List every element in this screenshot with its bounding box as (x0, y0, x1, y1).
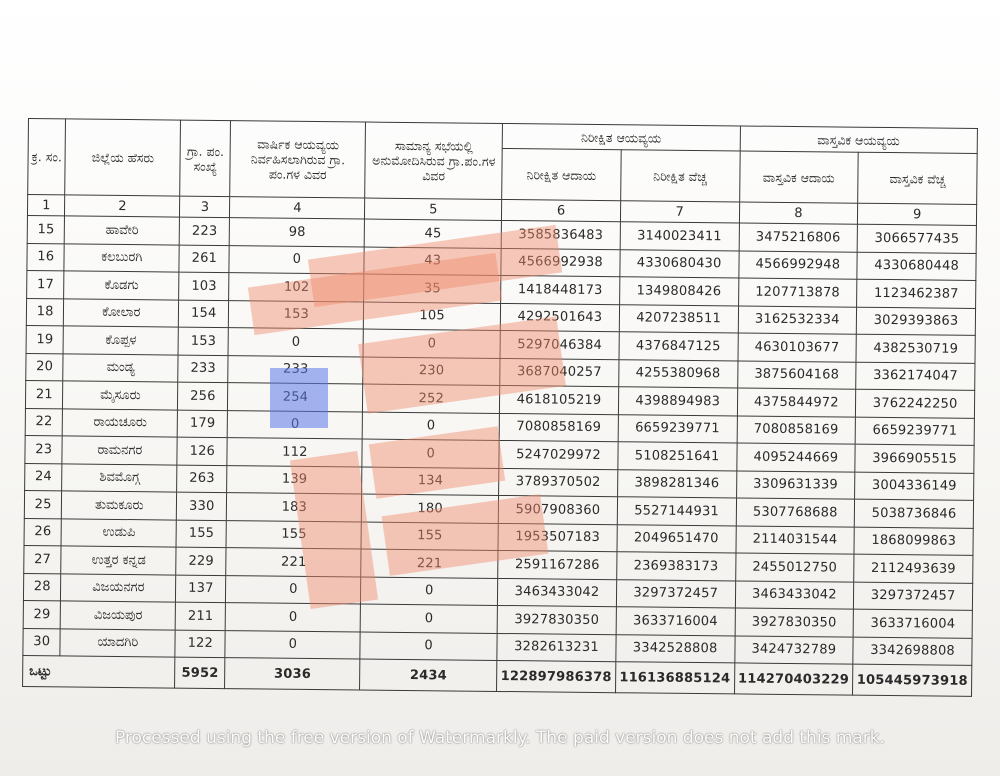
gp-count-cell: 263 (177, 465, 228, 493)
actual-expense-cell: 3633716004 (853, 609, 972, 638)
total-act-expense: 105445973918 (853, 664, 972, 696)
actual-expense-cell: 3004336149 (855, 472, 974, 501)
general-count-cell: 180 (362, 494, 499, 523)
annual-count-cell: 98 (230, 218, 365, 247)
general-count-cell: 45 (364, 219, 501, 248)
general-count-cell: 0 (362, 412, 499, 441)
total-annual: 3036 (225, 658, 360, 690)
actual-expense-cell: 1123462387 (857, 279, 976, 308)
actual-expense-cell: 3297372457 (854, 582, 973, 611)
annual-count-cell: 0 (228, 328, 363, 357)
actual-expense-cell: 3029393863 (857, 307, 976, 336)
district-cell: ಮಂಡ್ಯ (63, 353, 178, 382)
header-district: ಜಿಲ್ಲೆಯ ಹೆಸರು (65, 119, 180, 196)
total-act-income: 114270403229 (734, 663, 853, 695)
sl-cell: 30 (23, 628, 61, 656)
annual-count-cell: 139 (227, 465, 362, 494)
sl-cell: 28 (23, 573, 61, 601)
column-number: 3 (180, 196, 231, 218)
expected-income-cell: 4618105219 (500, 385, 619, 414)
expected-expense-cell: 4255380968 (619, 359, 738, 388)
expected-expense-cell: 5527144931 (617, 497, 736, 526)
total-general: 2434 (360, 659, 497, 691)
district-cell: ಕೊಪ್ಪಳ (64, 326, 179, 355)
actual-income-cell: 3309631339 (736, 470, 855, 499)
sl-cell: 23 (25, 435, 63, 463)
expected-income-cell: 1953507183 (498, 523, 617, 552)
gp-count-cell: 122 (175, 630, 226, 658)
district-cell: ಯಾದಗಿರಿ (60, 628, 175, 657)
district-cell: ಕೊಡಗು (64, 271, 179, 300)
district-cell: ರಾಮನಗರ (62, 436, 177, 465)
expected-income-cell: 7080858169 (499, 413, 618, 442)
actual-expense-cell: 3066577435 (857, 224, 976, 253)
gp-count-cell: 154 (178, 300, 229, 328)
general-count-cell: 0 (362, 439, 499, 468)
column-number: 7 (620, 201, 739, 223)
actual-income-cell: 7080858169 (737, 415, 856, 444)
actual-expense-cell: 4330680448 (857, 252, 976, 281)
column-number: 1 (27, 195, 65, 216)
header-expected-expense: ನಿರೀಕ್ಷಿತ ವೆಚ್ಚ (620, 150, 739, 202)
district-cell: ಉತ್ತರ ಕನ್ನಡ (61, 546, 176, 575)
total-gp: 5952 (175, 657, 226, 689)
general-count-cell: 0 (361, 577, 498, 606)
expected-income-cell: 3687040257 (500, 358, 619, 387)
expected-expense-cell: 5108251641 (618, 442, 737, 471)
actual-income-cell: 2455012750 (735, 553, 854, 582)
actual-income-cell: 3927830350 (735, 608, 854, 637)
gp-count-cell: 153 (178, 327, 229, 355)
header-expected-group: ನಿರೀಕ್ಷಿತ ಆಯವ್ಯಯ (502, 123, 740, 150)
general-count-cell: 0 (363, 329, 500, 358)
gp-count-cell: 330 (176, 492, 227, 520)
expected-expense-cell: 3297372457 (616, 579, 735, 608)
expected-income-cell: 2591167286 (498, 550, 617, 579)
expected-income-cell: 3282613231 (497, 633, 616, 662)
annual-count-cell: 183 (227, 493, 362, 522)
actual-expense-cell: 2112493639 (854, 554, 973, 583)
expected-income-cell: 4566992938 (501, 248, 620, 277)
general-count-cell: 230 (363, 357, 500, 386)
district-cell: ಶಿವಮೊಗ್ಗ (62, 463, 177, 492)
actual-expense-cell: 3342698808 (853, 637, 972, 666)
sl-cell: 25 (24, 490, 62, 518)
general-count-cell: 155 (361, 522, 498, 551)
district-cell: ವಿಜಯಪುರ (61, 601, 176, 630)
gp-count-cell: 211 (175, 602, 226, 630)
watermark-shape-blue (270, 368, 328, 428)
gp-count-cell: 229 (176, 547, 227, 575)
expected-income-cell: 5297046384 (500, 330, 619, 359)
header-sl: ಕ್ರ. ಸಂ. (28, 119, 66, 195)
watermark-text: Processed using the free version of Watermarkly. The paid version does not add this mark. (114, 728, 886, 748)
general-count-cell: 0 (360, 632, 497, 661)
expected-expense-cell: 2049651470 (617, 524, 736, 553)
total-exp-expense: 116136885124 (615, 662, 734, 694)
gp-count-cell: 103 (179, 272, 230, 300)
column-number: 9 (858, 203, 977, 225)
actual-income-cell: 4566992948 (738, 250, 857, 279)
header-actual-expense: ವಾಸ್ತವಿಕ ವೆಚ್ಚ (858, 152, 977, 204)
expected-income-cell: 1418448173 (501, 275, 620, 304)
column-number: 5 (365, 198, 502, 220)
expected-income-cell: 3463433042 (498, 578, 617, 607)
gp-count-cell: 233 (178, 355, 229, 383)
expected-income-cell: 3927830350 (497, 605, 616, 634)
header-actual-income: ವಾಸ್ತವಿಕ ಆದಾಯ (739, 151, 858, 203)
sl-cell: 15 (27, 215, 65, 243)
annual-count-cell: 221 (226, 548, 361, 577)
actual-expense-cell: 6659239771 (855, 417, 974, 446)
sl-cell: 29 (23, 600, 61, 628)
gp-count-cell: 261 (179, 245, 230, 273)
sl-cell: 17 (27, 270, 65, 298)
expected-income-cell: 3585836483 (501, 220, 620, 249)
actual-income-cell: 4630103677 (738, 333, 857, 362)
actual-income-cell: 3424732789 (734, 635, 853, 664)
annual-count-cell: 0 (225, 630, 360, 659)
budget-table (22, 118, 978, 697)
district-cell: ರಾಯಚೂರು (63, 408, 178, 437)
actual-income-cell: 3475216806 (739, 223, 858, 252)
sl-cell: 18 (26, 298, 64, 326)
actual-expense-cell: 3966905515 (855, 444, 974, 473)
sl-cell: 24 (25, 463, 63, 491)
expected-expense-cell: 3342528808 (616, 634, 735, 663)
header-annual: ವಾರ್ಷಿಕ ಆಯವ್ಯಯ ನಿರ್ವಹಿಸಲಾಗಿರುವ ಗ್ರಾ. ಪಂ.ಗಳ ವಿವರ (230, 121, 366, 198)
general-count-cell: 35 (364, 274, 501, 303)
actual-income-cell: 4095244669 (736, 443, 855, 472)
expected-expense-cell: 1349808426 (619, 277, 738, 306)
expected-income-cell: 3789370502 (499, 468, 618, 497)
annual-count-cell: 0 (229, 245, 364, 274)
sl-cell: 19 (26, 325, 64, 353)
general-count-cell: 0 (360, 604, 497, 633)
expected-income-cell: 5247029972 (499, 440, 618, 469)
header-expected-income: ನಿರೀಕ್ಷಿತ ಆದಾಯ (502, 148, 621, 200)
expected-expense-cell: 3633716004 (616, 607, 735, 636)
general-count-cell: 221 (361, 549, 498, 578)
general-count-cell: 105 (364, 302, 501, 331)
column-number: 8 (739, 202, 858, 224)
district-cell: ಕೋಲಾರ (64, 298, 179, 327)
annual-count-cell: 0 (226, 603, 361, 632)
expected-expense-cell: 4376847125 (619, 332, 738, 361)
sl-cell: 21 (25, 380, 63, 408)
column-number: 6 (502, 199, 621, 221)
actual-income-cell: 3463433042 (735, 580, 854, 609)
gp-count-cell: 137 (176, 575, 227, 603)
sl-cell: 20 (26, 353, 64, 381)
actual-income-cell: 4375844972 (737, 388, 856, 417)
expected-expense-cell: 4207238511 (619, 304, 738, 333)
column-number: 2 (65, 195, 180, 217)
actual-expense-cell: 1868099863 (854, 527, 973, 556)
expected-expense-cell: 2369383173 (617, 552, 736, 581)
expected-income-cell: 5907908360 (498, 495, 617, 524)
annual-count-cell: 102 (229, 273, 364, 302)
actual-income-cell: 5307768688 (736, 498, 855, 527)
general-count-cell: 134 (362, 467, 499, 496)
expected-expense-cell: 4330680430 (620, 249, 739, 278)
expected-expense-cell: 3898281346 (617, 469, 736, 498)
actual-expense-cell: 3362174047 (856, 362, 975, 391)
annual-count-cell: 0 (226, 575, 361, 604)
annual-count-cell: 155 (226, 520, 361, 549)
gp-count-cell: 155 (176, 520, 227, 548)
district-cell: ಉಡುಪಿ (61, 518, 176, 547)
actual-expense-cell: 5038736846 (855, 499, 974, 528)
actual-expense-cell: 3762242250 (856, 389, 975, 418)
gp-count-cell: 126 (177, 437, 228, 465)
district-cell: ತುಮಕೂರು (62, 491, 177, 520)
actual-expense-cell: 4382530719 (856, 334, 975, 363)
general-count-cell: 252 (363, 384, 500, 413)
district-cell: ವಿಜಯನಗರ (61, 573, 176, 602)
district-cell: ಕಲಬುರಗಿ (64, 243, 179, 272)
actual-income-cell: 3875604168 (737, 360, 856, 389)
sl-cell: 16 (27, 243, 65, 271)
general-count-cell: 43 (364, 247, 501, 276)
annual-count-cell: 112 (227, 438, 362, 467)
expected-expense-cell: 3140023411 (620, 222, 739, 251)
total-exp-income: 122897986378 (497, 660, 616, 692)
expected-expense-cell: 4398894983 (618, 387, 737, 416)
district-cell: ಹಾವೇರಿ (65, 216, 180, 245)
sl-cell: 27 (24, 545, 62, 573)
district-cell: ಮೈಸೂರು (63, 381, 178, 410)
header-gp-count: ಗ್ರಾ. ಪಂ. ಸಂಖ್ಯೆ (180, 120, 231, 197)
header-general: ಸಾಮಾನ್ಯ ಸಭೆಯಲ್ಲಿ ಅನುಮೋದಿಸಿರುವ ಗ್ರಾ.ಪಂ.ಗಳ ವಿವರ (365, 122, 503, 199)
gp-count-cell: 256 (178, 382, 229, 410)
sl-cell: 26 (24, 518, 62, 546)
column-number: 4 (230, 197, 365, 219)
expected-income-cell: 4292501643 (500, 303, 619, 332)
gp-count-cell: 223 (179, 217, 230, 245)
total-label: ಒಟ್ಟು (23, 655, 175, 688)
gp-count-cell: 179 (177, 410, 228, 438)
sl-cell: 22 (25, 408, 63, 436)
header-actual-group: ವಾಸ್ತವಿಕ ಆಯವ್ಯಯ (740, 126, 978, 153)
actual-income-cell: 3162532334 (738, 305, 857, 334)
annual-count-cell: 153 (229, 300, 364, 329)
actual-income-cell: 2114031544 (735, 525, 854, 554)
actual-income-cell: 1207713878 (738, 278, 857, 307)
expected-expense-cell: 6659239771 (618, 414, 737, 443)
